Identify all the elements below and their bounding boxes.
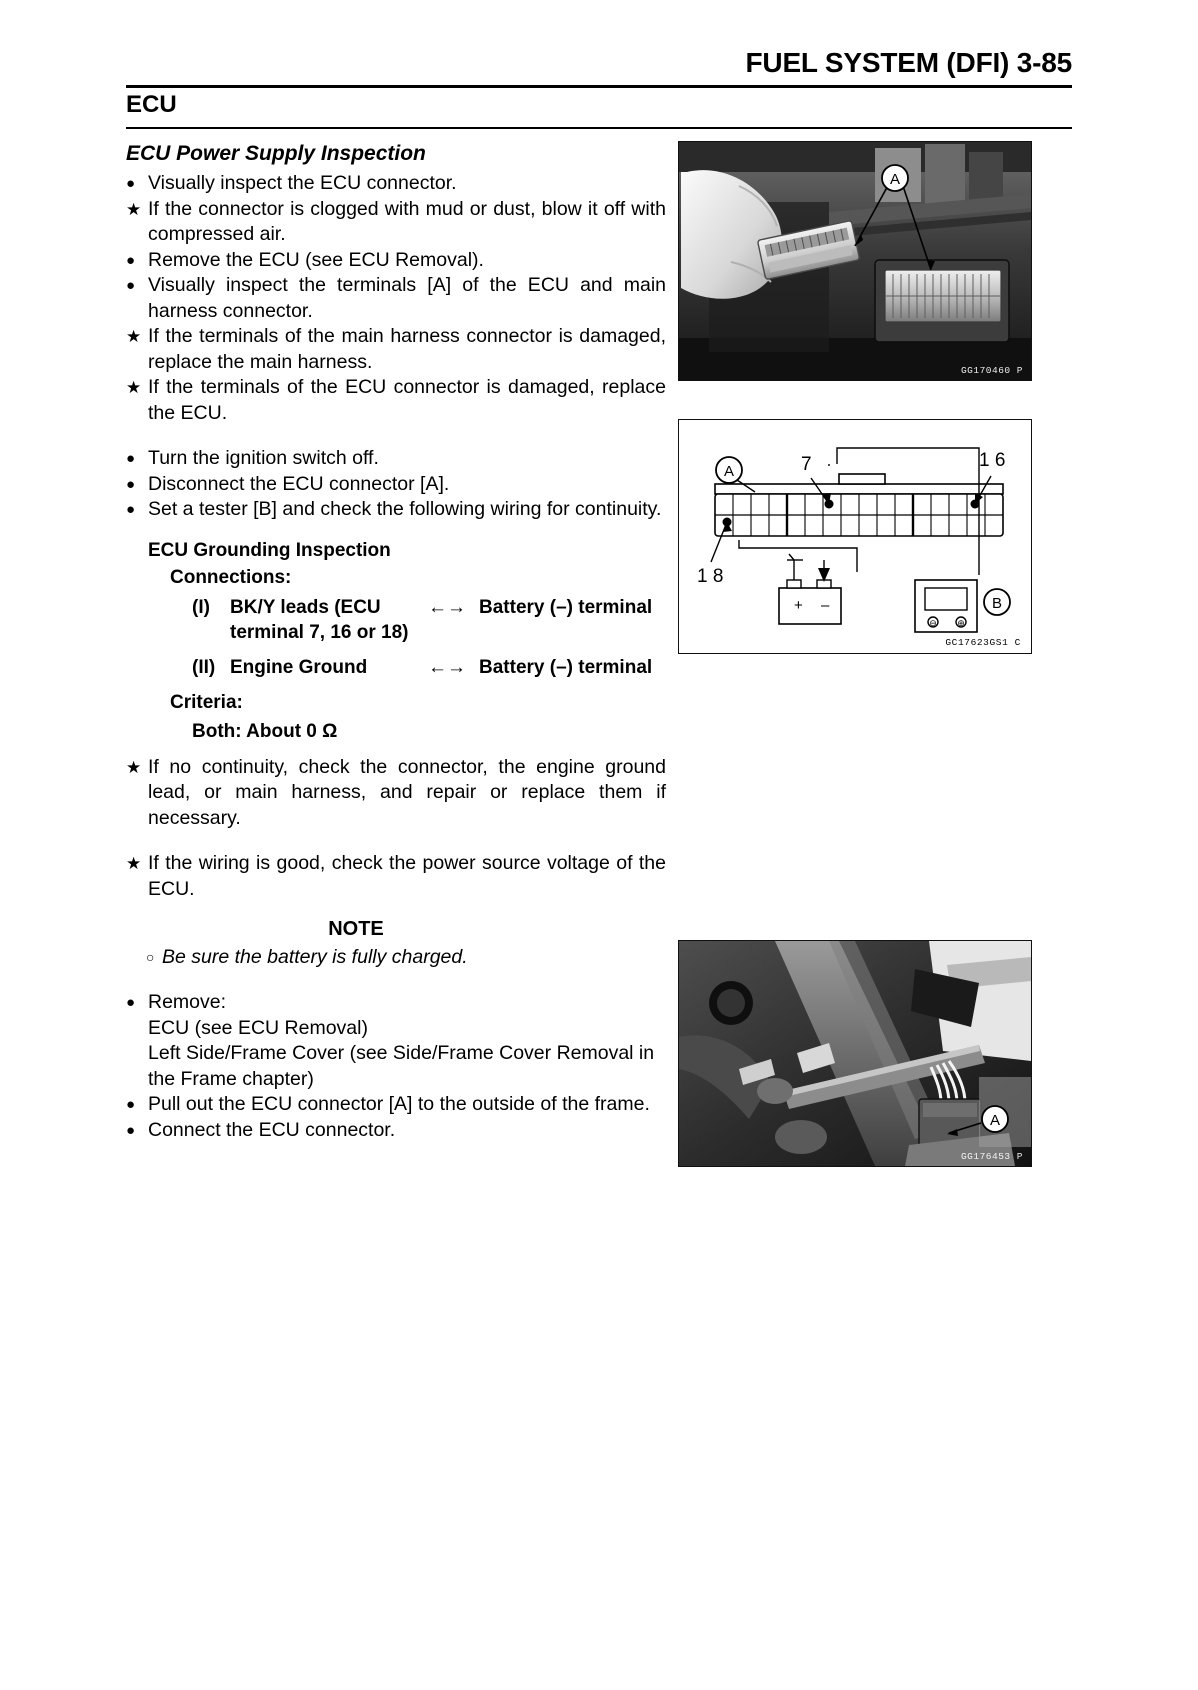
criteria-value: Both: About 0 Ω: [192, 720, 338, 742]
note-circle-icon: ○: [146, 949, 155, 965]
section-heading: ECU: [126, 91, 177, 118]
bullet-star-icon: ★: [126, 378, 142, 397]
note-text: Be sure the battery is fully charged.: [162, 946, 468, 968]
figure-code: GG176453 P: [960, 1151, 1023, 1162]
bullet-dot-icon: ●: [126, 475, 136, 493]
svg-text:⊕: ⊕: [957, 618, 965, 628]
list-item-text: Disconnect the ECU connector [A].: [148, 472, 450, 495]
pin-7-label: 7: [801, 454, 812, 475]
list-item-text: If the wiring is good, check the power source voltage of the ECU.: [148, 852, 666, 900]
bullet-dot-icon: ●: [126, 277, 136, 294]
figure-ecu-connector-frame-photo: [678, 940, 1032, 1167]
list-item: [126, 273, 666, 324]
note-text-row: [126, 944, 666, 970]
callout-a-label: A: [723, 463, 735, 480]
pin-16-label: 1 6: [979, 450, 1006, 471]
connection-target: Battery (–) terminal: [479, 596, 653, 618]
spec-block: [126, 538, 666, 744]
page-title: FUEL SYSTEM (DFI) 3-85: [745, 47, 1072, 78]
list-item-text: Remove the ECU (see ECU Removal).: [148, 248, 484, 271]
callout-b-label: B: [991, 595, 1003, 612]
battery-minus-label: –: [821, 597, 830, 614]
list-item-text: If no continuity, check the connector, the engine ground lead, or main harness, and repair or replace them if necessary.: [148, 755, 666, 829]
bullet-dot-icon: ●: [126, 1096, 136, 1113]
note-heading: NOTE: [328, 918, 384, 940]
remove-sub-line: ECU (see ECU Removal): [148, 1016, 368, 1039]
connections-label: Connections:: [170, 566, 292, 588]
list-item-text: If the connector is clogged with mud or dust, blow it off with compressed air.: [148, 197, 666, 245]
svg-text:A: A: [889, 171, 901, 188]
header-rule: [126, 85, 1072, 88]
list-item: [126, 472, 666, 498]
list-item-text: Set a tester [B] and check the following wiring for continuity.: [148, 498, 662, 520]
list-item-text: Turn the ignition switch off.: [148, 447, 379, 469]
bullet-dot-icon: ●: [126, 501, 136, 518]
remove-label: Remove:: [148, 991, 227, 1013]
svg-text:⊖: ⊖: [929, 618, 937, 628]
bullet-dot-icon: ●: [126, 251, 136, 269]
list-item: [126, 248, 666, 274]
bullet-dot-icon: ●: [126, 994, 136, 1011]
pin-18-label: 1 8: [697, 566, 724, 587]
svg-text:A: A: [989, 1112, 1001, 1129]
list-item: [126, 375, 666, 426]
connection-target: Battery (–) terminal: [479, 656, 653, 678]
list-item: [126, 1092, 666, 1118]
section-rule: [126, 127, 1072, 129]
list-item: [126, 1118, 666, 1144]
list-item: [126, 446, 666, 472]
figure-continuity-wiring-diagram: [678, 419, 1032, 654]
list-item-text: Pull out the ECU connector [A] to the outside of the frame.: [148, 1093, 650, 1115]
bullet-dot-icon: ●: [126, 175, 136, 192]
bullet-dot-icon: ●: [126, 1121, 136, 1139]
frame-connector-photo-image: [679, 941, 1031, 1166]
list-item-text: Connect the ECU connector.: [148, 1118, 396, 1141]
connection-arrow-icon: ←→: [428, 596, 466, 618]
list-item: [126, 755, 666, 832]
remove-sub-line: Left Side/Frame Cover (see Side/Frame Cover Removal in the Frame chapter): [148, 1042, 655, 1090]
bullet-star-icon: ★: [126, 757, 142, 777]
spacer: [126, 744, 666, 755]
list-item: [126, 497, 666, 523]
connection-source: Engine Ground: [230, 656, 368, 678]
figure-code: GC17623GS1 C: [945, 637, 1021, 648]
list-item: [126, 171, 666, 197]
wiring-diagram-drawing: [679, 420, 1031, 653]
list-item-text: Visually inspect the terminals [A] of the ECU and main harness connector.: [148, 274, 666, 322]
table-row: [192, 645, 652, 680]
spec-title: ECU Grounding Inspection: [148, 539, 391, 561]
bullet-dot-icon: ●: [126, 450, 136, 467]
bullet-star-icon: ★: [126, 327, 142, 346]
connection-number: (I): [192, 596, 210, 618]
battery-plus-label: +: [794, 597, 803, 614]
list-item: [126, 324, 666, 375]
connection-number: (II): [192, 656, 216, 678]
spacer: [126, 831, 666, 851]
list-item-text: Visually inspect the ECU connector.: [148, 172, 457, 194]
list-item: [126, 851, 666, 902]
connections-table: [192, 595, 652, 680]
criteria-label: Criteria:: [170, 691, 243, 713]
bullet-star-icon: ★: [126, 199, 142, 219]
page-header: [126, 46, 1072, 82]
text-column: [126, 140, 666, 1143]
procedure-subheading: ECU Power Supply Inspection: [126, 142, 426, 165]
list-item: [126, 990, 666, 1016]
list-item: [126, 197, 666, 248]
figure-code: GG170460 P: [960, 365, 1023, 376]
table-row: [192, 595, 652, 645]
connection-source: BK/Y leads (ECU terminal 7, 16 or 18): [230, 596, 409, 643]
list-item-text: If the terminals of the ECU connector is damaged, replace the ECU.: [148, 376, 666, 424]
bullet-star-icon: ★: [126, 854, 142, 873]
spacer: [126, 426, 666, 446]
list-item-text: If the terminals of the main harness connector is damaged, replace the main harness.: [148, 325, 666, 373]
figure-ecu-connector-photo: [678, 141, 1032, 381]
ecu-connector-photo-image: [679, 142, 1031, 380]
spacer: [126, 970, 666, 990]
connection-arrow-icon: ←→: [428, 656, 466, 678]
